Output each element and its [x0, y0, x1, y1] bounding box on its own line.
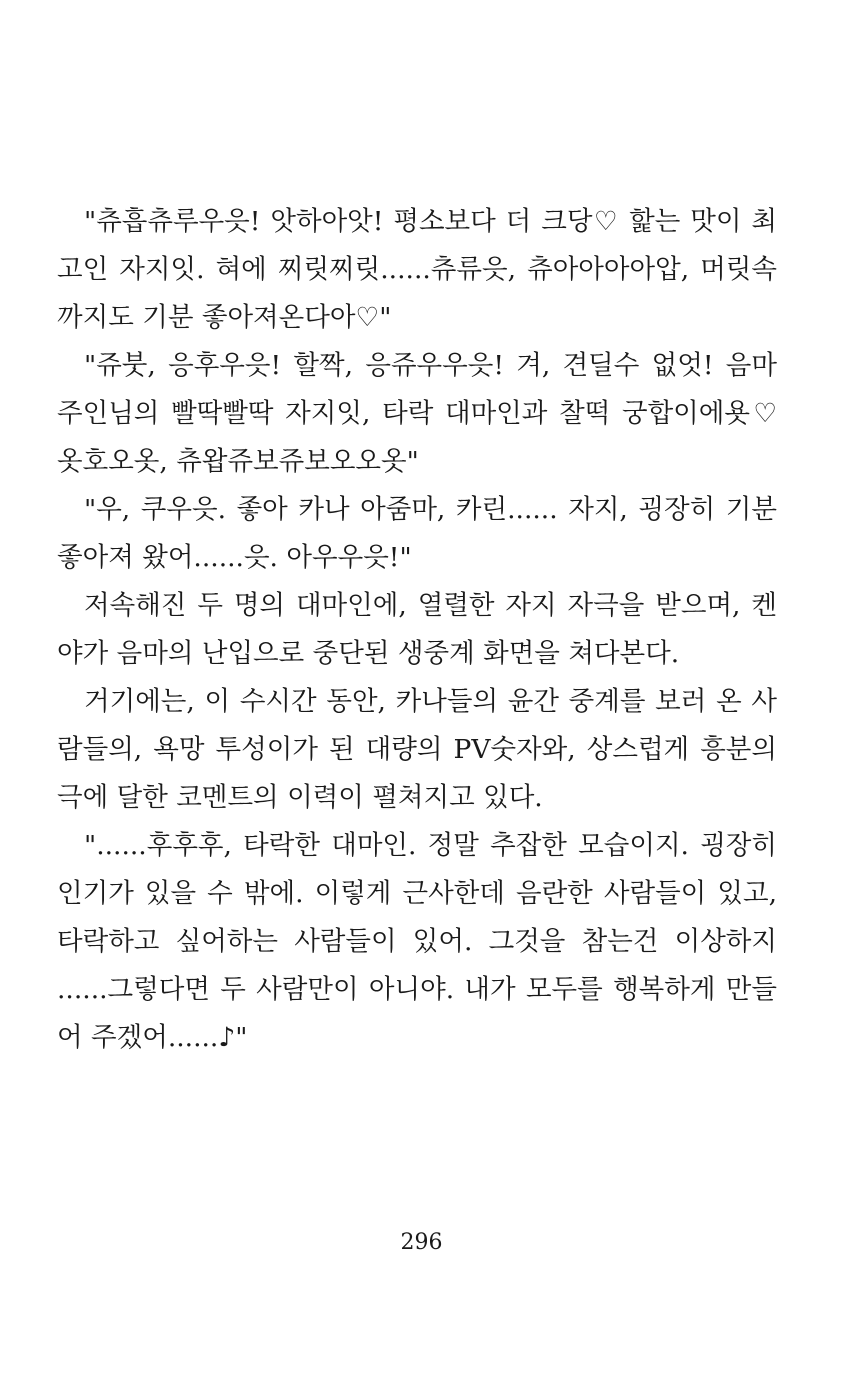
paragraph: 저속해진 두 명의 대마인에, 열렬한 자지 자극을 받으며, 켄야가 음마의 난입으로 중단된 생중계 화면을 쳐다본다.	[57, 590, 777, 669]
paragraph: "......후후후, 타락한 대마인. 정말 추잡한 모습이지. 굉장히 인기가 있을 수 밖에. 이렇게 근사한데 음란한 사람들이 있고, 타락하고 싶어하는 사람들이 있어. 그것을 참는건 이상하지 ......그렇다면 두 사람만이 아니야. 내가 모두를 행복하게 만들어 주겠어......♪"	[57, 830, 777, 1053]
paragraph: "쥬붓, 응후우읏! 할짝, 응쥬우우읏! 겨, 견딜수 없엇! 음마 주인님의 빨딱빨딱 자지잇, 타락 대마인과 찰떡 궁합이에욧♡ 옷호오옷, 츄왑쥬보쥬보오오옷"	[57, 350, 777, 477]
paragraph: "우, 쿠우읏. 좋아 카나 아줌마, 카린...... 자지, 굉장히 기분 좋아져 왔어......읏. 아우우읏!"	[57, 494, 777, 573]
paragraph: 거기에는, 이 수시간 동안, 카나들의 윤간 중계를 보러 온 사람들의, 욕망 투성이가 된 대량의 PV숫자와, 상스럽게 흥분의 극에 달한 코멘트의 이력이 펼쳐지고 있다.	[57, 686, 777, 813]
paragraph: "츄흡츄루우읏! 앗하아앗! 평소보다 더 크당♡ 핥는 맛이 최고인 자지잇. 혀에 찌릿찌릿......츄류읏, 츄아아아아압, 머릿속까지도 기분 좋아져온다아♡"	[57, 206, 777, 333]
body-text	[57, 198, 777, 1062]
page-number: 296	[400, 1230, 443, 1255]
